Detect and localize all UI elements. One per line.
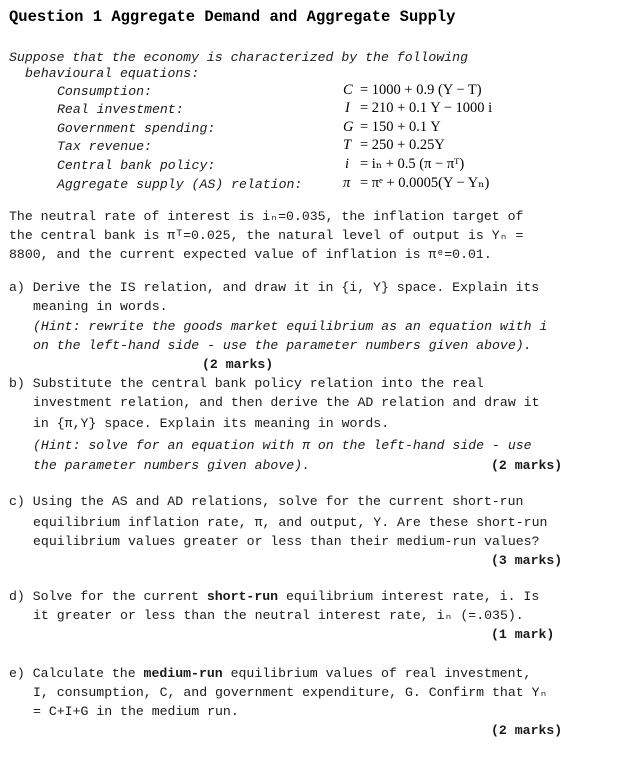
eq-lhs-interest: i [345, 156, 350, 172]
part-b-hint-2: the parameter numbers given above). [33, 458, 310, 473]
part-e-line-1-a: e) Calculate the [9, 666, 144, 681]
part-c-line-1: c) Using the AS and AD relations, solve for the current short-run [9, 494, 524, 509]
part-b-hint-1: (Hint: solve for an equation with π on the left-hand side - use [33, 438, 532, 453]
eq-rhs-as-relation: = πᵉ + 0.0005(Y − Yₙ) [360, 175, 490, 191]
part-e-line-1-c: equilibrium values of real investment, [222, 666, 532, 681]
eq-label-tax: Tax revenue: [57, 139, 152, 154]
eq-rhs-consumption: = 1000 + 0.9 (Y − T) [360, 82, 482, 98]
part-c-line-2: equilibrium inflation rate, π, and output, Y. Are these short-run [33, 515, 548, 530]
intro-line-1: Suppose that the economy is characterized by the following [9, 50, 468, 65]
part-a-line-1: a) Derive the IS relation, and draw it in {i, Y} space. Explain its [9, 280, 540, 295]
part-c-marks: (3 marks) [491, 553, 563, 568]
intro-line-2: behavioural equations: [25, 66, 200, 81]
part-a-hint-1: (Hint: rewrite the goods market equilibrium as an equation with i [33, 319, 548, 334]
part-e-emphasis-medium-run: medium-run [143, 666, 223, 681]
eq-rhs-central-bank: = iₙ + 0.5 (π − πᵀ) [360, 156, 465, 172]
eq-label-investment: Real investment: [57, 102, 184, 117]
given-line-1: The neutral rate of interest is iₙ=0.035, the inflation target of [9, 209, 524, 224]
part-d-line-1-c: equilibrium interest rate, i. Is [278, 589, 540, 604]
eq-lhs-t: T [343, 137, 352, 153]
eq-label-government: Government spending: [57, 121, 216, 136]
eq-rhs-tax: = 250 + 0.25Y [360, 137, 445, 153]
part-b-line-1: b) Substitute the central bank policy relation into the real [9, 376, 484, 391]
eq-lhs-i: I [345, 100, 350, 116]
part-b-marks: (2 marks) [491, 458, 563, 473]
eq-rhs-government: = 150 + 0.1 Y [360, 119, 441, 135]
eq-lhs-g: G [343, 119, 354, 135]
part-d-emphasis-short-run: short-run [206, 589, 279, 604]
eq-label-central-bank: Central bank policy: [57, 158, 216, 173]
part-b-line-2: investment relation, and then derive the AD relation and draw it [33, 395, 540, 410]
given-line-2: the central bank is πᵀ=0.025, the natural level of output is Yₙ = [9, 228, 524, 243]
part-d-marks: (1 mark) [491, 627, 555, 642]
eq-label-as-relation: Aggregate supply (AS) relation: [57, 177, 303, 192]
question-title: Question 1 Aggregate Demand and Aggregate Supply [9, 8, 456, 26]
part-d-line-2: it greater or less than the neutral interest rate, iₙ (=.035). [33, 608, 524, 623]
eq-label-consumption: Consumption: [57, 84, 152, 99]
part-c-line-3: equilibrium values greater or less than their medium-run values? [33, 534, 540, 549]
eq-lhs-pi: π [343, 175, 351, 191]
part-e-line-1 [9, 666, 531, 681]
part-a-line-2: meaning in words. [33, 299, 168, 314]
part-b-line-3: in {π,Y} space. Explain its meaning in words. [33, 416, 390, 431]
part-d-line-1-a: d) Solve for the current [9, 589, 207, 604]
part-e-line-3: = C+I+G in the medium run. [33, 704, 239, 719]
part-e-marks: (2 marks) [491, 723, 563, 738]
part-a-marks: (2 marks) [202, 357, 274, 372]
eq-lhs-c: C [343, 82, 353, 98]
part-a-hint-2: on the left-hand side - use the parameter numbers given above). [33, 338, 532, 353]
part-d-line-1 [9, 589, 539, 604]
eq-rhs-investment: = 210 + 0.1 Y − 1000 i [360, 100, 493, 116]
given-line-3: 8800, and the current expected value of inflation is πᵉ=0.01. [9, 247, 492, 262]
part-e-line-2: I, consumption, C, and government expenditure, G. Confirm that Yₙ [33, 685, 548, 700]
